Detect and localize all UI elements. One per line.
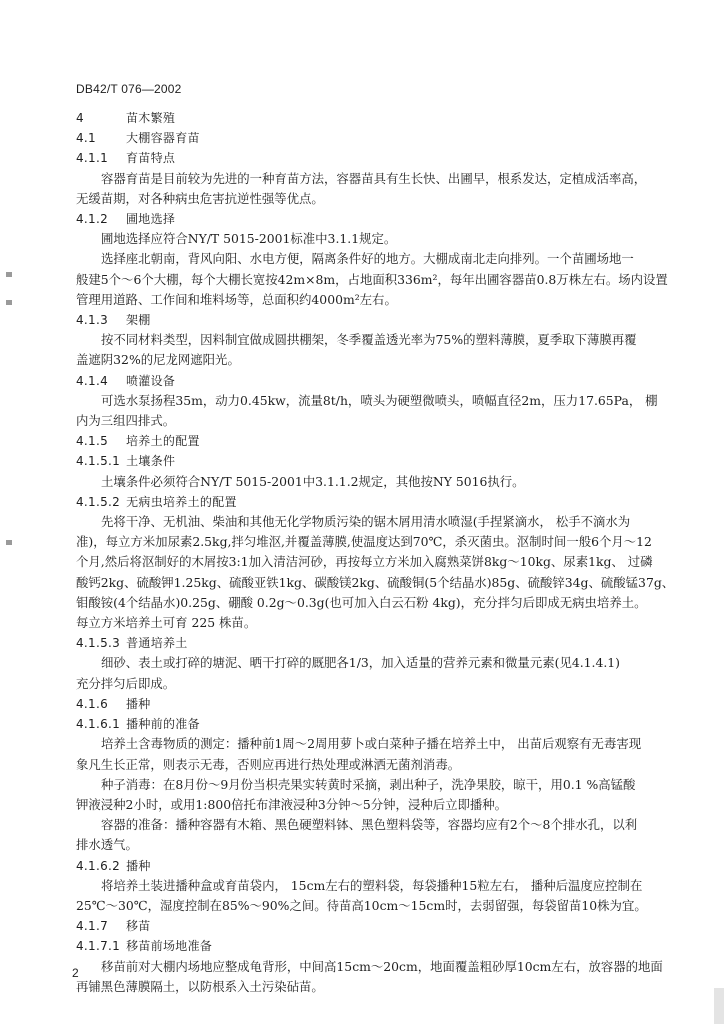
section-number: 4.1.5.1 — [76, 454, 121, 469]
section-number: 4.1.3 — [76, 313, 109, 328]
section-heading — [76, 856, 676, 876]
section-heading — [76, 371, 676, 391]
body-text-line: 再铺黑色薄膜隔土，以防根系入土污染砧苗。 — [76, 978, 324, 994]
section-title: 苗木繁殖 — [126, 111, 176, 125]
section-title: 播种 — [126, 696, 151, 711]
body-text-line: 选择座北朝南，背风向阳、水电方便，隔离条件好的地方。大棚成南北走向排列。一个苗圃场地一 — [101, 251, 634, 267]
section-heading — [76, 714, 676, 734]
scan-mark — [6, 540, 12, 545]
section-title: 育苗特点 — [126, 151, 176, 166]
section-number: 4.1.4 — [76, 373, 109, 388]
section-heading — [76, 451, 676, 471]
section-title: 普通培养土 — [126, 636, 188, 651]
section-title: 架棚 — [126, 313, 151, 328]
body-text-line: 个月,然后将沤制好的木屑按3:1加入清洁河砂，再按每立方米加入腐熟菜饼8kg～10kg、尿素1kg、 过磷 — [76, 554, 653, 570]
section-number: 4 — [76, 111, 84, 125]
body-text-line: 盖遮阴32%的尼龙网遮阳光。 — [76, 352, 240, 368]
body-text-line: 将培养土装进播种盒或育苗袋内， 15cm左右的塑料袋，每袋播种15粒左右， 播种后温度应控制在 — [101, 877, 643, 893]
body-text-line: 移苗前对大棚内场地应整成龟背形，中间高15cm～20cm，地面覆盖粗砂厚10cm左右，放容器的地面 — [101, 958, 663, 974]
body-text-line: 内为三组四排式。 — [76, 413, 176, 429]
body-text-line: 可选水泵扬程35m，动力0.45kw，流量8t/h，喷头为硬塑微喷头，喷幅直径2m，压力17.65Pa， 棚 — [101, 392, 658, 408]
body-text-line: 般建5个～6个大棚，每个大棚长宽按42m×8m，占地面积336m²，每年出圃容器苗0.8万株左右。场内设置 — [76, 271, 668, 287]
page-number: 2 — [72, 966, 79, 980]
body-text-line: 准)，每立方米加尿素2.5kg,拌匀堆沤,并覆盖薄膜,使温度达到70℃，杀灭菌虫。沤制时间一般6个月～12 — [76, 534, 652, 550]
body-text-line: 排水透气。 — [76, 837, 138, 853]
body-text-line: 酸钙2kg、硫酸钾1.25kg、硫酸亚铁1kg、碳酸镁2kg、硫酸铜(5个结晶水)85g、硫酸锌34g、硫酸锰37g、 — [76, 574, 675, 590]
body-text-line: 按不同材料类型，因料制宜做成圆拱棚架，冬季覆盖透光率为75%的塑料薄膜，夏季取下薄膜再覆 — [101, 332, 637, 348]
section-heading — [76, 492, 676, 512]
body-text-line: 先将干净、无机油、柴油和其他无化学物质污染的锯木屑用清水喷湿(手捏紧滴水， 松手不滴水为 — [101, 514, 631, 530]
section-heading — [76, 108, 676, 128]
body-text-line: 象凡生长正常，则表示无毒，否则应再进行热处理或淋洒无菌剂消毒。 — [76, 756, 461, 772]
body-text-line: 种子消毒：在8月份～9月份当枳壳果实转黄时采摘，剥出种子，洗净果胶，晾干，用0.1 %高锰酸 — [101, 776, 636, 792]
section-number: 4.1.7 — [76, 919, 109, 934]
standard-code: DB42/T 076—2002 — [76, 82, 182, 96]
section-title: 播种前的准备 — [126, 717, 200, 732]
section-number: 4.1.7.1 — [76, 939, 121, 954]
body-text-line: 充分拌匀后即成。 — [76, 675, 176, 691]
body-text-line: 无缓苗期，对各种病虫危害抗逆性强等优点。 — [76, 190, 324, 206]
section-title: 圃地选择 — [126, 212, 176, 227]
document-body — [76, 108, 676, 997]
section-number: 4.1.5.2 — [76, 494, 121, 509]
section-number: 4.1.1 — [76, 151, 109, 166]
body-text-line: 钼酸铵(4个结晶水)0.25g、硼酸 0.2g～0.3g(也可加入白云石粉 4kg)，充分拌匀后即成无病虫培养土。 — [76, 594, 647, 610]
body-text-line: 每立方米培养土可育 225 株苗。 — [76, 615, 257, 631]
section-number: 4.1 — [76, 131, 96, 146]
scan-edge — [714, 988, 724, 1024]
section-number: 4.1.6 — [76, 696, 109, 711]
section-heading — [76, 633, 676, 653]
body-text-line: 培养土含毒物质的测定：播种前1周～2周用萝卜或白菜种子播在培养土中， 出苗后观察有无毒害现 — [101, 736, 642, 752]
body-text-line: 圃地选择应符合NY/T 5015-2001标准中3.1.1规定。 — [101, 231, 397, 247]
section-heading — [76, 694, 676, 714]
section-heading — [76, 431, 676, 451]
section-heading — [76, 148, 676, 168]
section-title: 土壤条件 — [126, 454, 176, 469]
body-text-line: 容器的准备：播种容器有木箱、黑色硬塑料钵、黑色塑料袋等，容器均应有2个～8个排水孔，以利 — [101, 817, 638, 833]
section-number: 4.1.5.3 — [76, 636, 121, 651]
section-title: 播种 — [126, 858, 151, 873]
section-heading — [76, 310, 676, 330]
section-heading — [76, 916, 676, 936]
section-title: 大棚容器育苗 — [126, 131, 200, 146]
scan-mark — [6, 272, 12, 277]
body-text-line: 容器育苗是目前较为先进的一种育苗方法，容器苗具有生长快、出圃早，根系发达，定植成活率高， — [101, 170, 647, 186]
section-number: 4.1.6.1 — [76, 717, 121, 732]
section-title: 移苗 — [126, 919, 151, 934]
section-number: 4.1.2 — [76, 212, 109, 227]
body-text-line: 钾液浸种2小时，或用1:800倍托布津液浸种3分钟～5分钟，浸种后立即播种。 — [76, 796, 508, 812]
section-title: 喷灌设备 — [126, 373, 176, 388]
section-title: 移苗前场地准备 — [126, 939, 213, 954]
section-heading — [76, 128, 676, 148]
section-title: 培养土的配置 — [126, 434, 200, 449]
body-text-line: 细砂、表土或打碎的塘泥、晒干打碎的厩肥各1/3，加入适量的营养元素和微量元素(见4.1.4.1) — [101, 655, 621, 671]
section-heading — [76, 936, 676, 956]
section-number: 4.1.6.2 — [76, 858, 121, 873]
body-text-line: 土壤条件必须符合NY/T 5015-2001中3.1.1.2规定，其他按NY 5016执行。 — [101, 473, 525, 489]
section-title: 无病虫培养土的配置 — [126, 494, 237, 509]
section-heading — [76, 209, 676, 229]
scan-mark — [6, 300, 12, 305]
body-text-line: 管理用道路、工作间和堆料场等，总面积约4000m²左右。 — [76, 291, 397, 307]
section-number: 4.1.5 — [76, 434, 109, 449]
body-text-line: 25℃～30℃，湿度控制在85%～90%之间。待苗高10cm～15cm时，去弱留强，每袋留苗10株为宜。 — [76, 897, 647, 913]
